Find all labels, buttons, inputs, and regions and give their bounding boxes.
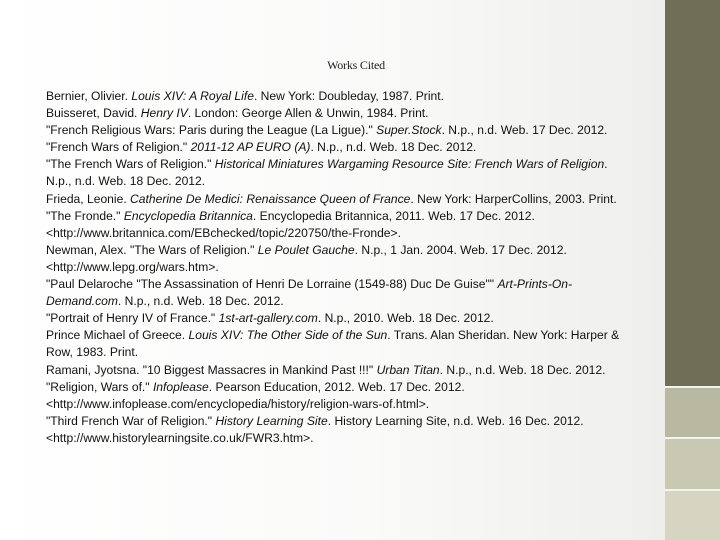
citation-title: Super.Stock xyxy=(376,123,442,138)
citation-entry xyxy=(46,208,634,242)
citation-entry xyxy=(46,122,634,139)
citation-text: "Paul Delaroche "The Assassination of Henri De Lorraine (1549-88) Duc De Guise"" xyxy=(46,277,498,292)
citation-text: . N.p., 1 Jan. 2004. Web. 17 Dec. 2012. <http://www.lepg.org/wars.htm>. xyxy=(46,242,567,274)
citation-entry xyxy=(46,310,634,327)
citation-entry xyxy=(46,88,634,105)
citation-text: Buisseret, David. xyxy=(46,106,141,121)
citation-text: Prince Michael of Greece. xyxy=(46,328,189,343)
citation-text: "French Religious Wars: Paris during the League (La Ligue)." xyxy=(46,123,377,138)
citation-text: . Trans. Alan Sheridan. New York: Harper & Row, 1983. Print. xyxy=(46,328,620,360)
page-title: Works Cited xyxy=(327,58,385,72)
citation-title: Louis XIV: The Other Side of the Sun xyxy=(188,328,388,343)
citation-entry xyxy=(46,156,634,190)
citation-text: . N.p., n.d. Web. 18 Dec. 2012. xyxy=(439,362,606,377)
citation-title: Louis XIV: A Royal Life xyxy=(131,89,254,103)
citation-text: . New York: Doubleday, 1987. Print. xyxy=(253,89,444,103)
citation-entry xyxy=(46,327,634,361)
citation-text: Bernier, Olivier. xyxy=(46,89,132,103)
citation-title: Infoplease xyxy=(152,379,209,394)
citation-text: Frieda, Leonie. xyxy=(46,191,131,206)
sidebar-dark-panel xyxy=(665,0,720,386)
sidebar-light-panel xyxy=(665,437,720,488)
citation-entry xyxy=(46,413,634,447)
citation-entry xyxy=(46,362,634,379)
citation-text: . N.p., 2010. Web. 18 Dec. 2012. xyxy=(317,311,494,326)
citation-text: . London: George Allen & Unwin, 1984. Print. xyxy=(187,106,429,121)
citation-text: . N.p., n.d. Web. 18 Dec. 2012. xyxy=(310,140,477,155)
citation-entry xyxy=(46,276,634,310)
citation-text: "The Fronde." xyxy=(46,208,124,223)
citation-text: Newman, Alex. "The Wars of Religion." xyxy=(46,242,258,257)
citation-text: "Portrait of Henry IV of France." xyxy=(46,311,219,326)
citation-entry xyxy=(46,379,634,413)
sidebar-light-panel xyxy=(665,386,720,437)
citation-text: . N.p., n.d. Web. 18 Dec. 2012. xyxy=(117,294,284,309)
citation-text: . N.p., n.d. Web. 18 Dec. 2012. xyxy=(46,157,608,189)
citation-title: Catherine De Medici: Renaissance Queen of France xyxy=(130,191,411,206)
citation-title: 1st-art-gallery.com xyxy=(218,311,318,326)
decorative-sidebar xyxy=(665,0,720,540)
citation-text: . Pearson Education, 2012. Web. 17 Dec. 2012. <http://www.infoplease.com/encyclopedia/history/religion-wars-of.html>. xyxy=(46,379,465,411)
citation-text: . Encyclopedia Britannica, 2011. Web. 17 Dec. 2012. <http://www.britannica.com/EBchecked/topic/220750/the-Fronde>. xyxy=(46,208,535,240)
citation-title: Henry IV xyxy=(140,106,188,121)
citation-text: "French Wars of Religion." xyxy=(46,140,191,155)
citation-title: Historical Miniatures Wargaming Resource Site: French Wars of Religion xyxy=(214,157,605,172)
citation-title: Art-Prints-On-Demand.com xyxy=(46,277,573,309)
citation-text: . New York: HarperCollins, 2003. Print. xyxy=(410,191,617,206)
citation-entry xyxy=(46,139,634,156)
citation-title: Le Poulet Gauche xyxy=(257,242,355,257)
citation-title: History Learning Site xyxy=(215,413,328,428)
citation-text: Ramani, Jyotsna. "10 Biggest Massacres in Mankind Past !!!" xyxy=(46,362,377,377)
works-cited-list xyxy=(46,88,634,447)
citation-entry xyxy=(46,105,634,122)
sidebar-light-panels xyxy=(665,386,720,540)
citation-entry xyxy=(46,242,634,276)
citation-entry xyxy=(46,191,634,208)
citation-text: "The French Wars of Religion." xyxy=(46,157,215,172)
citation-text: . History Learning Site, n.d. Web. 16 Dec. 2012. <http://www.historylearningsite.co.uk/FWR3.htm>. xyxy=(46,413,584,445)
citation-text: "Religion, Wars of." xyxy=(46,379,153,394)
citation-text: "Third French War of Religion." xyxy=(46,413,216,428)
citation-title: Encyclopedia Britannica xyxy=(123,208,253,223)
citation-title: Urban Titan xyxy=(376,362,440,377)
citation-text: . N.p., n.d. Web. 17 Dec. 2012. xyxy=(441,123,608,138)
citation-title: 2011-12 AP EURO (A) xyxy=(190,140,311,155)
sidebar-light-panel xyxy=(665,489,720,540)
